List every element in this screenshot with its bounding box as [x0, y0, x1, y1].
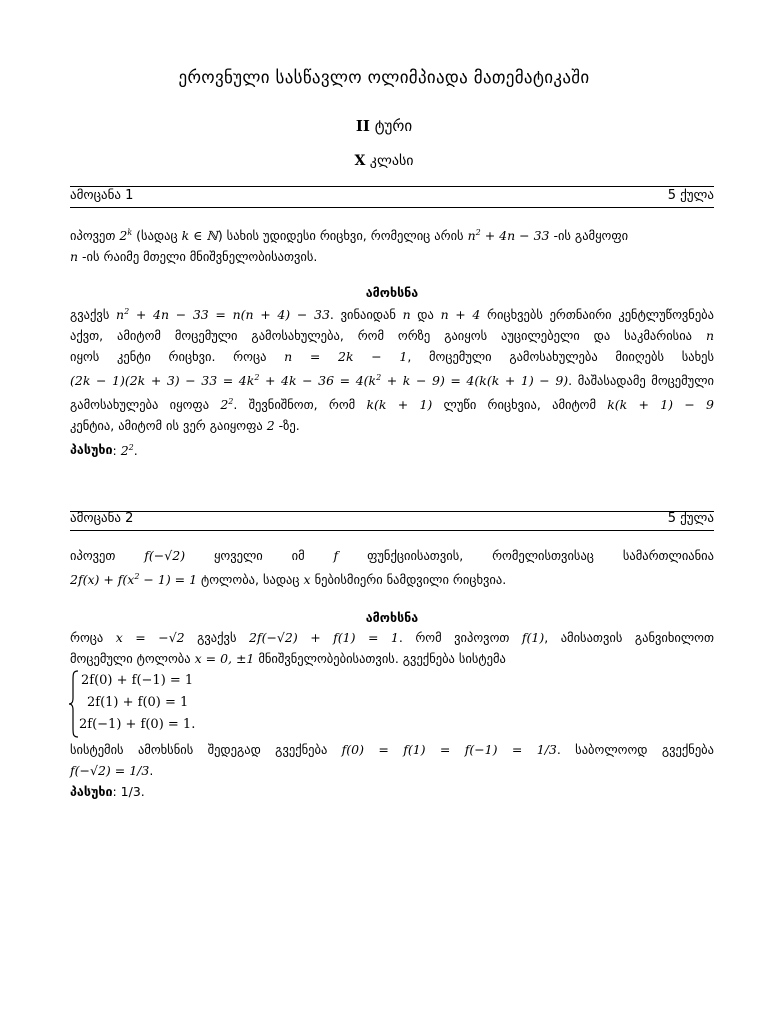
- text-run: სისტემის ამოხსნის შედეგად გვექნება: [70, 742, 342, 757]
- math-expression: f: [333, 548, 339, 563]
- math-expression: + 4n − 33: [480, 228, 550, 244]
- text-run: ლუწი რიცხვია, ამიტომ: [432, 397, 608, 413]
- class-heading: [0, 153, 768, 169]
- problem-1-solution: [70, 301, 714, 461]
- problem-2-statement: [70, 545, 714, 590]
- text-run: კენტია, ამიტომ ის ვერ გაიყოფა: [70, 418, 267, 434]
- text-run: . ვინაიდან: [329, 307, 403, 323]
- answer-label: პასუხი: [70, 442, 113, 458]
- problem-2-solution: [70, 627, 714, 669]
- solution-line: [70, 760, 714, 781]
- math-expression: 2: [266, 418, 275, 434]
- text-run: გვაქვს: [70, 307, 117, 323]
- system-eq: 2f(0) + f(−1) = 1: [81, 673, 194, 688]
- superscript: 2: [475, 228, 481, 237]
- answer-value: [113, 784, 145, 799]
- text-run: და: [410, 307, 441, 323]
- solution-line: [70, 391, 714, 415]
- math-expression: 2: [119, 228, 128, 244]
- text-run: .: [149, 763, 154, 778]
- problem-2-label: ამოცანა 2: [70, 511, 134, 526]
- page-title: ეროვნული სასწავლო ოლიმპიადა მათემატიკაში: [178, 68, 590, 88]
- math-expression: + k − 9) = 4(k(k + 1) − 9): [381, 373, 569, 389]
- text-run: იპოვეთ: [70, 548, 145, 563]
- math-expression: f(−√2): [144, 548, 186, 563]
- text-run: რიცხვებს ერთნაირი კენტლუწოვნება: [480, 307, 714, 323]
- problem-2-solution-heading: ამოხსნა: [365, 610, 419, 625]
- problem-1-rule: [70, 186, 714, 187]
- problem-2-header: [70, 511, 714, 531]
- text-run: , მოცემული გამოსახულება მიიღებს სახეს: [407, 349, 714, 365]
- problem-1-statement-line: [70, 246, 714, 267]
- problem-1-rule-bottom: [70, 207, 714, 208]
- solution-line: [70, 627, 714, 648]
- math-expression: n = 2k − 1: [284, 349, 408, 365]
- problem-1-answer: [70, 436, 714, 460]
- math-expression: 2f(−√2) + f(1) = 1: [248, 630, 399, 645]
- math-expression: n: [402, 307, 411, 323]
- text-run: აქვთ, ამიტომ მოცემული გამოსახულება, რომ ორზე გაიყოს აუცილებელი და საკმარისია: [70, 328, 706, 344]
- tour-heading: [0, 117, 768, 135]
- math-expression: k(k + 1): [366, 397, 433, 413]
- text-run: -ის რაიმე მთელი მნიშვნელობისათვის.: [78, 249, 318, 265]
- solution-line: [70, 415, 714, 436]
- text-run: მნიშვნელობებისათვის. გვექნება სისტემა: [254, 651, 506, 666]
- text-run: ) სახის უდიდესი რიცხვი, რომელიც არის: [217, 228, 468, 244]
- tour-roman: II: [355, 117, 370, 135]
- math-expression: − 1) = 1: [139, 572, 198, 588]
- math-expression: x: [303, 572, 311, 588]
- solution-line: [70, 346, 714, 367]
- text-run: იყოს კენტი რიცხვი. როცა: [70, 349, 285, 365]
- text-run: -ის გამყოფი: [549, 228, 629, 244]
- text-run: გამოსახულება იყოფა: [70, 397, 221, 413]
- superscript: k: [127, 228, 133, 237]
- problem-1-statement-line: [70, 222, 714, 246]
- math-expression: f(1): [521, 630, 545, 645]
- text-run: ყოველი იმ: [185, 548, 334, 563]
- superscript: 2: [376, 373, 382, 383]
- text-run: ფუნქციისათვის, რომელისთვისაც სამართლიანია: [338, 548, 715, 563]
- math-expression: f(−√2) = 1/3: [70, 763, 150, 778]
- math-expression: (2k − 1)(2k + 3) − 33 = 4k: [70, 373, 255, 389]
- problem-2-conclusion: [70, 739, 714, 802]
- text-run: . მაშასადამე მოცემული: [568, 373, 714, 389]
- text-run: (სადაც: [132, 228, 182, 244]
- answer-label: პასუხი: [70, 784, 113, 799]
- math-expression: + 4n − 33 = n(n + 4) − 33: [129, 307, 330, 323]
- math-expression: 2: [220, 397, 229, 413]
- tour-word: ტური: [374, 117, 413, 135]
- math-expression: f(0) = f(1) = f(−1) = 1/3: [341, 742, 557, 757]
- problem-2-points: 5 ქულა: [667, 511, 714, 526]
- problem-2-rule-bottom: [70, 530, 714, 531]
- text-run: . შევნიშნოთ, რომ: [233, 397, 367, 413]
- problem-1-label: ამოცანა 1: [70, 188, 134, 203]
- text-run: . რომ ვიპოვოთ: [398, 630, 522, 645]
- text-run: . საბოლოოდ გვექნება: [556, 742, 714, 757]
- math-expression: n: [70, 249, 79, 265]
- superscript: 2: [128, 442, 134, 452]
- system-eq: 2f(1) + f(0) = 1: [87, 695, 189, 710]
- text-run: როცა: [70, 630, 116, 645]
- solution-line: [70, 325, 714, 346]
- math-expression: n: [467, 228, 476, 244]
- math-expression: + 4k − 36 = 4(k: [259, 373, 377, 389]
- text-run: : 1/3.: [112, 784, 145, 799]
- system-eq: 2f(−1) + f(0) = 1.: [79, 717, 196, 732]
- text-run: ტოლობა, სადაც: [197, 572, 304, 588]
- superscript: 2: [124, 307, 130, 316]
- problem-1-header: [70, 188, 714, 208]
- math-expression: 2: [120, 442, 129, 458]
- math-expression: k ∈ ℕ: [181, 228, 218, 244]
- text-run: .: [133, 442, 138, 458]
- text-run: -ზე.: [274, 418, 300, 434]
- math-expression: n: [705, 328, 714, 344]
- solution-line: [70, 648, 714, 669]
- problem-1-points: 5 ქულა: [667, 188, 714, 203]
- math-expression: x = 0, ±1: [194, 651, 255, 666]
- text-run: ნებისმიერი ნამდვილი რიცხვია.: [310, 572, 507, 588]
- problem-2-answer: [70, 781, 714, 802]
- class-word: კლასი: [369, 153, 414, 169]
- solution-line: [70, 301, 714, 325]
- text-run: მოცემული ტოლობა: [70, 651, 195, 666]
- solution-line: [70, 367, 714, 391]
- problem-1-statement: [70, 222, 714, 267]
- math-expression: 2f(x) + f(x: [70, 572, 135, 588]
- problem-1-solution-heading: ამოხსნა: [365, 285, 419, 300]
- solution-line: [70, 739, 714, 760]
- text-run: იპოვეთ: [70, 228, 120, 244]
- text-run: :: [112, 442, 121, 458]
- math-expression: k(k + 1) − 9: [607, 397, 714, 413]
- problem-2-statement-line: [70, 566, 714, 590]
- problem-2-statement-line: [70, 545, 714, 566]
- text-run: გვაქვს: [184, 630, 249, 645]
- text-run: , ამისათვის განვიხილოთ: [544, 630, 714, 645]
- superscript: 2: [228, 397, 234, 407]
- math-expression: n: [116, 307, 125, 323]
- math-expression: n + 4: [440, 307, 481, 323]
- answer-value: [113, 443, 138, 458]
- superscript: 2: [134, 572, 140, 581]
- superscript: 2: [254, 373, 260, 383]
- class-roman: X: [354, 153, 366, 169]
- math-expression: x = −√2: [115, 630, 185, 645]
